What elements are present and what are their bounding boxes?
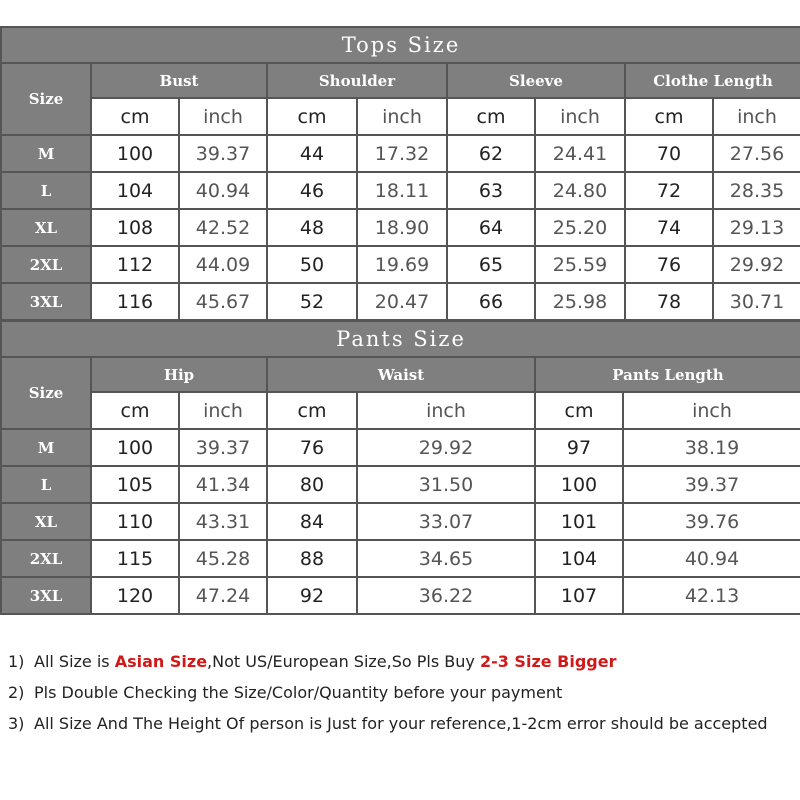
note-highlight: 2-3 Size Bigger (479, 652, 617, 671)
column-group-header: Waist (267, 357, 535, 392)
unit-header: inch (357, 98, 447, 135)
column-group-header: Bust (91, 63, 267, 98)
table-cell: 31.50 (357, 466, 535, 503)
column-group-header: Shoulder (267, 63, 447, 98)
table-cell: 38.19 (623, 429, 800, 466)
table-cell: 104 (535, 540, 623, 577)
size-label: 2XL (1, 540, 91, 577)
table-cell: 50 (267, 246, 357, 283)
column-group-header: Sleeve (447, 63, 625, 98)
table-cell: 29.13 (713, 209, 800, 246)
table-row (1, 540, 800, 577)
table-cell: 72 (625, 172, 713, 209)
size-label: L (1, 466, 91, 503)
unit-header: cm (91, 392, 179, 429)
table-cell: 25.20 (535, 209, 625, 246)
pants-size-table (0, 320, 800, 615)
table-cell: 97 (535, 429, 623, 466)
table-cell: 18.90 (357, 209, 447, 246)
table-cell: 28.35 (713, 172, 800, 209)
table-cell: 76 (625, 246, 713, 283)
table-cell: 112 (91, 246, 179, 283)
tops-title: Tops Size (1, 27, 800, 63)
size-label: 3XL (1, 283, 91, 320)
table-cell: 42.52 (179, 209, 267, 246)
table-cell: 19.69 (357, 246, 447, 283)
table-cell: 40.94 (623, 540, 800, 577)
note-text: All Size is (34, 652, 115, 671)
table-cell: 39.37 (179, 429, 267, 466)
table-cell: 29.92 (357, 429, 535, 466)
size-label: 2XL (1, 246, 91, 283)
table-cell: 17.32 (357, 135, 447, 172)
table-cell: 40.94 (179, 172, 267, 209)
table-cell: 74 (625, 209, 713, 246)
note-text: ,Not US/European Size,So Pls Buy (207, 652, 480, 671)
table-row (1, 466, 800, 503)
table-cell: 30.71 (713, 283, 800, 320)
table-cell: 24.41 (535, 135, 625, 172)
table-cell: 45.28 (179, 540, 267, 577)
column-group-header: Hip (91, 357, 267, 392)
table-cell: 18.11 (357, 172, 447, 209)
table-cell: 88 (267, 540, 357, 577)
unit-header: cm (535, 392, 623, 429)
unit-header: inch (357, 392, 535, 429)
table-cell: 41.34 (179, 466, 267, 503)
tops-size-table (0, 26, 800, 321)
unit-header: cm (447, 98, 535, 135)
table-cell: 100 (91, 429, 179, 466)
table-row (1, 283, 800, 320)
table-cell: 29.92 (713, 246, 800, 283)
note-item (8, 652, 794, 683)
unit-header: cm (625, 98, 713, 135)
table-cell: 43.31 (179, 503, 267, 540)
unit-header: cm (267, 392, 357, 429)
table-row (1, 577, 800, 614)
table-cell: 62 (447, 135, 535, 172)
table-cell: 110 (91, 503, 179, 540)
table-cell: 70 (625, 135, 713, 172)
table-cell: 78 (625, 283, 713, 320)
table-cell: 104 (91, 172, 179, 209)
table-cell: 107 (535, 577, 623, 614)
size-label: L (1, 172, 91, 209)
table-cell: 84 (267, 503, 357, 540)
table-cell: 44.09 (179, 246, 267, 283)
note-number: 1) (8, 652, 25, 671)
table-cell: 33.07 (357, 503, 535, 540)
table-cell: 24.80 (535, 172, 625, 209)
table-cell: 39.37 (623, 466, 800, 503)
table-cell: 80 (267, 466, 357, 503)
table-cell: 47.24 (179, 577, 267, 614)
table-cell: 25.59 (535, 246, 625, 283)
size-label: M (1, 429, 91, 466)
table-cell: 101 (535, 503, 623, 540)
column-group-header: Clothe Length (625, 63, 800, 98)
unit-header: cm (267, 98, 357, 135)
table-row (1, 246, 800, 283)
table-cell: 64 (447, 209, 535, 246)
size-label: XL (1, 503, 91, 540)
table-cell: 42.13 (623, 577, 800, 614)
unit-header: inch (623, 392, 800, 429)
table-cell: 115 (91, 540, 179, 577)
table-cell: 65 (447, 246, 535, 283)
table-row (1, 135, 800, 172)
table-cell: 39.37 (179, 135, 267, 172)
table-cell: 76 (267, 429, 357, 466)
unit-header: inch (179, 98, 267, 135)
notes-list (8, 652, 794, 745)
unit-header: cm (91, 98, 179, 135)
table-cell: 116 (91, 283, 179, 320)
size-header: Size (1, 63, 91, 135)
note-number: 3) (8, 714, 25, 733)
table-cell: 52 (267, 283, 357, 320)
table-row (1, 429, 800, 466)
table-cell: 100 (91, 135, 179, 172)
table-cell: 39.76 (623, 503, 800, 540)
table-cell: 66 (447, 283, 535, 320)
table-cell: 100 (535, 466, 623, 503)
table-cell: 44 (267, 135, 357, 172)
table-cell: 63 (447, 172, 535, 209)
size-header: Size (1, 357, 91, 429)
table-cell: 34.65 (357, 540, 535, 577)
table-cell: 36.22 (357, 577, 535, 614)
table-cell: 46 (267, 172, 357, 209)
table-cell: 45.67 (179, 283, 267, 320)
table-cell: 105 (91, 466, 179, 503)
size-label: M (1, 135, 91, 172)
unit-header: inch (179, 392, 267, 429)
table-cell: 92 (267, 577, 357, 614)
table-cell: 20.47 (357, 283, 447, 320)
unit-header: inch (535, 98, 625, 135)
note-text: All Size And The Height Of person is Just for your reference,1-2cm error should be accepted (34, 714, 768, 733)
table-cell: 108 (91, 209, 179, 246)
table-row (1, 209, 800, 246)
table-cell: 48 (267, 209, 357, 246)
note-text: Pls Double Checking the Size/Color/Quantity before your payment (34, 683, 563, 702)
table-row (1, 503, 800, 540)
size-label: 3XL (1, 577, 91, 614)
table-cell: 120 (91, 577, 179, 614)
unit-header: inch (713, 98, 800, 135)
table-row (1, 172, 800, 209)
note-item (8, 714, 794, 745)
note-number: 2) (8, 683, 25, 702)
table-cell: 27.56 (713, 135, 800, 172)
pants-title: Pants Size (1, 321, 800, 357)
note-item (8, 683, 794, 714)
size-label: XL (1, 209, 91, 246)
note-highlight: Asian Size (114, 652, 208, 671)
column-group-header: Pants Length (535, 357, 800, 392)
table-cell: 25.98 (535, 283, 625, 320)
